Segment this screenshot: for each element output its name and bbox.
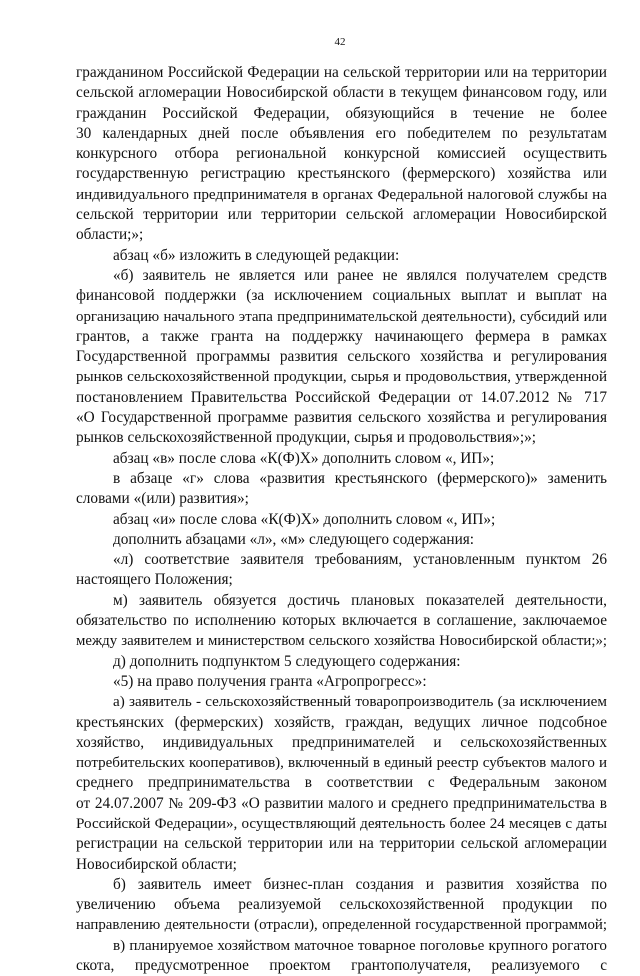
- text-line: гражданином Российской Федерации на сельской территории или на территории: [76, 64, 607, 81]
- text-line: постановлением Правительства Российской Федерации от 14.07.2012 № 717: [76, 388, 607, 406]
- text-line: а) заявитель - сельскохозяйственный товаропроизводитель (за исключением: [113, 693, 607, 711]
- text-line: между заявителем и министерством сельского хозяйства Новосибирской области;»;: [76, 633, 607, 650]
- text-line: государственную регистрацию крестьянского (фермерского) хозяйства или: [76, 165, 607, 183]
- text-line: увеличению объема реализуемой сельскохозяйственной продукции по: [76, 896, 607, 914]
- text-line: гражданин Российской Федерации, обязующийся в течение не более: [76, 104, 607, 122]
- text-line: организацию начального этапа предпринимательской деятельности), субсидий или: [76, 308, 607, 325]
- text-line: Российской Федерации», осуществляющий деятельность более 24 месяцев с даты: [76, 815, 607, 832]
- text-line: «б) заявитель не является или ранее не являлся получателем средств: [113, 266, 607, 284]
- text-line: регистрации на сельской территории или на территории сельской агломерации: [76, 835, 607, 853]
- text-line: абзац «и» после слова «К(Ф)Х» дополнить словом «, ИП»;: [113, 510, 496, 528]
- text-line: «О Государственной программе развития сельского хозяйства и регулирования: [76, 409, 607, 427]
- page-number: 42: [334, 36, 346, 48]
- text-line: грантов, а также гранта на поддержку начинающего фермера в рамках: [76, 327, 607, 345]
- text-line: словами «(или) развития»;: [76, 490, 249, 508]
- text-line: финансовой поддержки (за исключением социальных выплат и выплат на: [76, 287, 607, 305]
- text-line: абзац «в» после слова «К(Ф)Х» дополнить словом «, ИП»;: [113, 449, 495, 467]
- text-line: конкурсного отбора региональной конкурсной комиссией осуществить: [76, 145, 607, 163]
- text-line: б) заявитель имеет бизнес-план создания и развития хозяйства по: [113, 875, 607, 893]
- text-line: 30 календарных дней после объявления его победителем по результатам: [76, 124, 607, 142]
- text-line: скота, предусмотренное проектом грантополучателя, реализуемого с: [76, 957, 607, 975]
- text-line: д) дополнить подпунктом 5 следующего содержания:: [113, 652, 461, 670]
- text-line: хозяйство, индивидуальных предпринимателей и сельскохозяйственных: [76, 733, 607, 751]
- text-line: потребительских кооперативов), включенный в единый реестр субъектов малого и: [76, 755, 607, 772]
- text-line: «5) на право получения гранта «Агропрогресс»:: [113, 672, 427, 690]
- text-line: от 24.07.2007 № 209-ФЗ «О развитии малого и среднего предпринимательства в: [76, 794, 607, 812]
- text-line: сельской территории или территории сельской агломерации Новосибирской: [76, 206, 607, 224]
- document-body: [76, 63, 607, 976]
- text-line: абзац «б» изложить в следующей редакции:: [113, 246, 400, 264]
- text-line: крестьянских (фермерских) хозяйств, граждан, ведущих личное подсобное: [76, 713, 607, 731]
- text-line: Новосибирской области;: [76, 855, 237, 873]
- text-line: области;»;: [76, 226, 144, 244]
- text-line: индивидуального предпринимателя в органах Федеральной налоговой службы на: [76, 185, 607, 203]
- text-line: «л) соответствие заявителя требованиям, установленным пунктом 26: [113, 551, 607, 569]
- text-line: сельской агломерации Новосибирской области в текущем финансовом году, или: [76, 84, 607, 102]
- text-line: м) заявитель обязуется достичь плановых показателей деятельности,: [113, 591, 607, 609]
- text-line: в) планируемое хозяйством маточное товарное поголовье крупного рогатого: [113, 937, 607, 954]
- text-line: рынков сельскохозяйственной продукции, сырья и продовольствия»;»;: [76, 429, 536, 447]
- text-line: среднего предпринимательства в соответствии с Федеральным законом: [76, 774, 607, 792]
- text-line: Государственной программы развития сельского хозяйства и регулирования: [76, 348, 607, 366]
- text-line: рынков сельскохозяйственной продукции, сырья и продовольствия, утвержденной: [76, 369, 607, 386]
- text-line: в абзаце «г» слова «развития крестьянского (фермерского)» заменить: [113, 469, 607, 487]
- text-line: дополнить абзацами «л», «м» следующего содержания:: [113, 530, 475, 548]
- text-line: обязательство по исполнению которых включается в соглашение, заключаемое: [76, 612, 607, 630]
- text-line: направлению деятельности (отрасли), определенной государственной программой;: [76, 917, 607, 934]
- text-line: настоящего Положения;: [76, 571, 233, 589]
